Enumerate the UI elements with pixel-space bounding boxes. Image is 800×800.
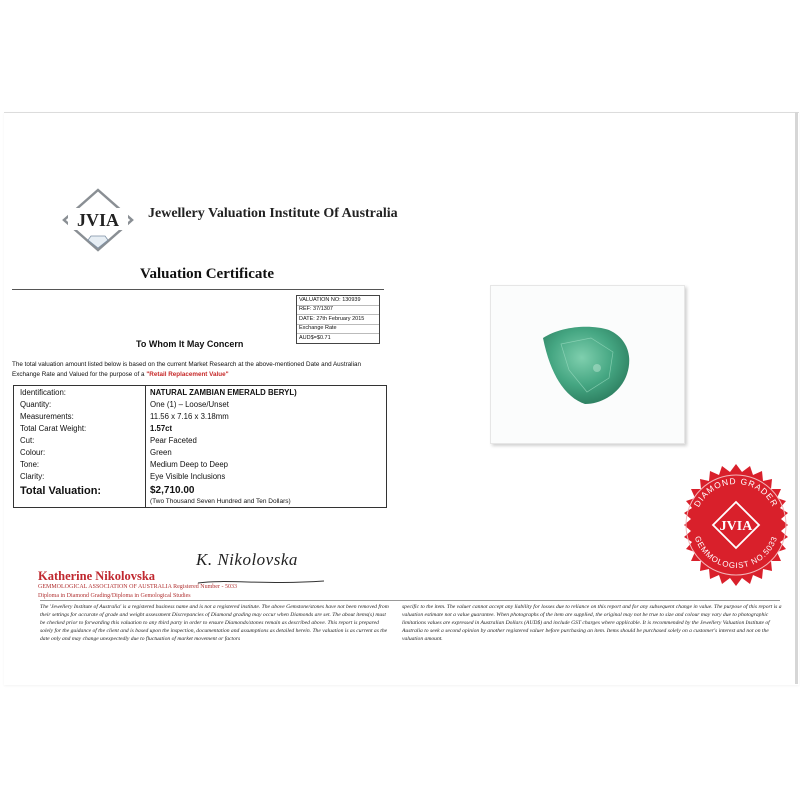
certificate-title: Valuation Certificate <box>140 266 275 282</box>
carat-weight-label: Total Carat Weight: <box>20 424 87 433</box>
reference-number: REF: 37/1307 <box>297 306 379 316</box>
reference-box <box>296 295 380 344</box>
table-column-divider <box>145 386 146 507</box>
retail-replacement-label: "Retail Replacement Value" <box>146 371 229 378</box>
disclaimer-right: specific to the item. The valuer cannot accept any liability for losses due to reliance on this report and for any subsequent change in value. The purpose of this report is a valuation estimate not a value guarantee. When photographs of the item are supplied, the original may not be true to size and colour may vary due to photographic limitations values are expressed in Australian Dollars (AUD$) and include GST charges where applicable. It is recommended by the Jewellery Valuation Institute of Australia to seek a second opinion by another registered valuer before purchasing an item. Items should be purchased solely on a customer's interest and not on the valuation amount. <box>402 604 782 642</box>
seal-bottom-text: GEMMOLOGIST NO.5033 <box>692 534 780 571</box>
jvia-logo <box>60 186 136 254</box>
salutation: To Whom It May Concern <box>136 339 244 349</box>
logo-gem-icon <box>88 236 108 248</box>
identification-label: Identification: <box>20 388 66 397</box>
disclaimer-divider <box>40 600 780 601</box>
cut-label: Cut: <box>20 436 35 445</box>
sheet-edge <box>795 112 798 684</box>
valuer-name: Katherine Nikolovska <box>38 569 156 583</box>
gemstone-photo <box>490 285 685 444</box>
quantity-value: One (1) – Loose/Unset <box>150 400 229 409</box>
carat-weight-value: 1.57ct <box>150 424 173 433</box>
intro-paragraph <box>12 360 390 380</box>
valuation-number: VALUATION NO: 130939 <box>297 296 379 306</box>
total-valuation-words: (Two Thousand Seven Hundred and Ten Dollars) <box>150 498 291 505</box>
seal-center-text: JVIA <box>719 519 753 534</box>
clarity-value: Eye Visible Inclusions <box>150 472 226 481</box>
valuer-diplomas: Diploma in Diamond Grading/Diploma in Gemological Studies <box>38 593 191 599</box>
identification-value: NATURAL ZAMBIAN EMERALD BERYL) <box>150 388 297 397</box>
exchange-rate-label: Exchange Rate <box>297 325 379 335</box>
valuation-date: DATE: 27th February 2015 <box>297 315 379 325</box>
emerald-image <box>491 286 684 443</box>
exchange-rate-value: AUD$=$0.71 <box>299 334 331 341</box>
gemmologist-seal <box>673 462 799 588</box>
emerald-inclusion <box>593 364 601 372</box>
colour-value: Green <box>150 448 172 457</box>
logo-text: JVIA <box>76 210 120 230</box>
tone-value: Medium Deep to Deep <box>150 460 229 469</box>
quantity-label: Quantity: <box>20 400 52 409</box>
cut-value: Pear Faceted <box>150 436 197 445</box>
intro-text: The total valuation amount listed below is based on the current Market Research at the above-mentioned Date and Australian Exchange Rate and Valued for the purpose of a <box>12 361 361 378</box>
valuer-registration: GEMMOLOGICAL ASSOCIATION OF AUSTRALIA Registered Number - 5033 <box>38 584 237 590</box>
measurements-value: 11.56 x 7.16 x 3.18mm <box>150 412 229 421</box>
total-valuation-value: $2,710.00 <box>150 485 195 496</box>
seal-top-text: DIAMOND GRADER <box>691 475 781 509</box>
measurements-label: Measurements: <box>20 412 74 421</box>
title-divider <box>12 289 384 290</box>
institute-name: Jewellery Valuation Institute Of Australia <box>148 206 398 221</box>
valuer-signature: K. Nikolovska <box>196 550 298 569</box>
colour-label: Colour: <box>20 448 46 457</box>
clarity-label: Clarity: <box>20 472 45 481</box>
total-valuation-label: Total Valuation: <box>20 485 102 497</box>
emerald-stone <box>543 327 629 404</box>
tone-label: Tone: <box>20 460 40 469</box>
details-table <box>13 385 387 508</box>
disclaimer-left: The 'Jewellery Institute of Australia' is a registered business name and is not a registered institute. The above Gemstone/stones have not been removed from their settings for accurate of grade and weight assessment Discrepancies of Diamond grading may occur when Diamonds are set. The about items(s) must be checked prior to forwarding this valuation to any third party in order to ensure Diamonds/stones remain as described above. This report is prepared solely for the guidance of the client and is based upon the inspection, documentation and assumptions as detailed herein. The valuation is as current as the date only and may change unexpectedly due to fluctuation of market movement or factors <box>40 604 389 642</box>
